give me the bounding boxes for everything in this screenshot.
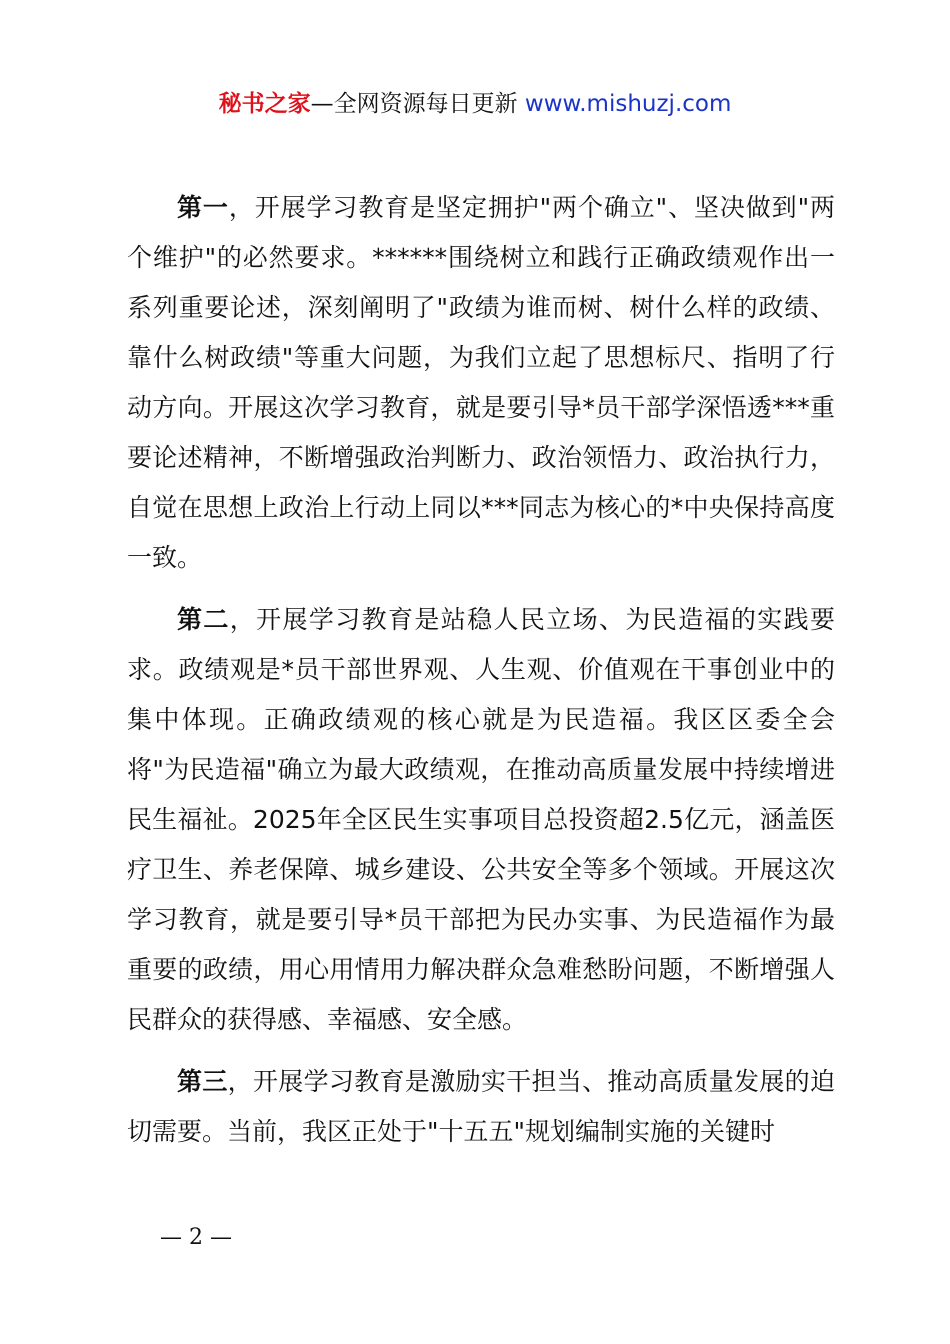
page-number: — 2 — [160,1225,232,1250]
banner-tagline: —全网资源每日更新 [310,91,525,117]
paragraph-second [127,595,835,1045]
paragraph-first [127,183,835,583]
paragraph-lead: 第二 [177,605,230,634]
paragraph-text: ，开展学习教育是站稳人民立场、为民造福的实践要求。政绩观是*员干部世界观、人生观、价值观在干事创业中的集中体现。正确政绩观的核心就是为民造福。我区区委全会将"为民造福"确立为最大政绩观，在推动高质量发展中持续增进民生福祉。2025年全区民生实事项目总投资超2.5亿元，涵盖医疗卫生、养老保障、城乡建设、公共安全等多个领域。开展这次学习教育，就是要引导*员干部把为民办实事、为民造福作为最重要的政绩，用心用情用力解决群众急难愁盼问题，不断增强人民群众的获得感、幸福感、安全感。 [127,605,835,1034]
paragraph-lead: 第一 [177,193,229,222]
document-body [127,183,835,1169]
paragraph-lead: 第三 [177,1067,228,1096]
site-url-link[interactable]: www.mishuzj.com [524,91,732,117]
site-banner [0,86,950,122]
paragraph-third [127,1057,835,1157]
paragraph-text: ，开展学习教育是坚定拥护"两个确立"、坚决做到"两个维护"的必然要求。******围绕树立和践行正确政绩观作出一系列重要论述，深刻阐明了"政绩为谁而树、树什么样的政绩、靠什么树政绩"等重大问题，为我们立起了思想标尺、指明了行动方向。开展这次学习教育，就是要引导*员干部学深悟透***重要论述精神，不断增强政治判断力、政治领悟力、政治执行力，自觉在思想上政治上行动上同以***同志为核心的*中央保持高度一致。 [127,193,835,572]
brand-name: 秘书之家 [218,91,311,117]
paragraph-text: ，开展学习教育是激励实干担当、推动高质量发展的迫切需要。当前，我区正处于"十五五"规划编制实施的关键时 [127,1067,835,1146]
